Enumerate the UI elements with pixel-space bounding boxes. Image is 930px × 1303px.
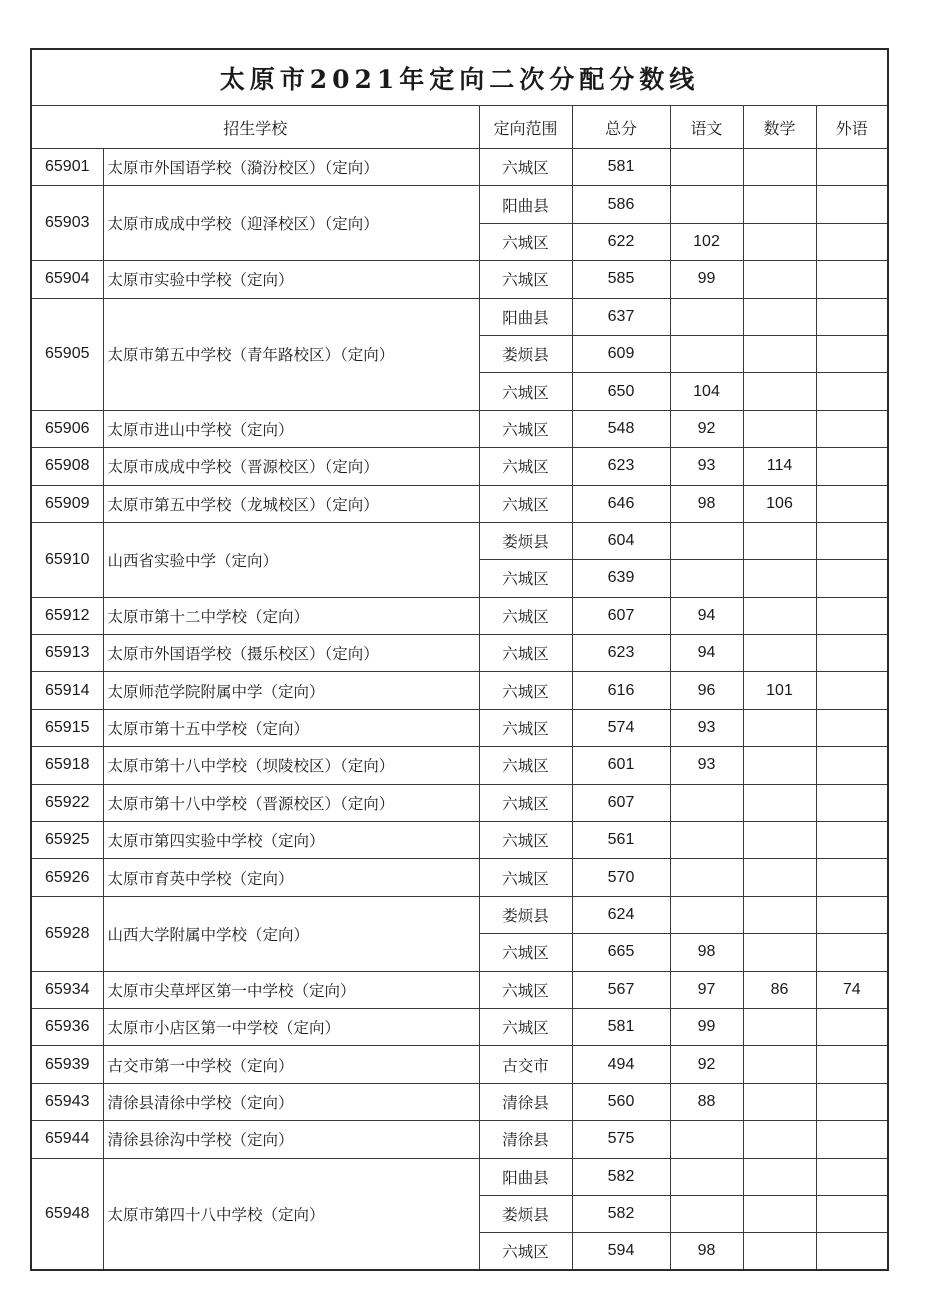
foreign-score-cell: [816, 1008, 888, 1045]
table-row: [31, 822, 888, 859]
table-row: [31, 896, 888, 933]
math-score-cell: [743, 298, 816, 335]
total-score-cell: 574: [572, 709, 670, 746]
total-score-cell: 623: [572, 635, 670, 672]
foreign-score-cell: [816, 1121, 888, 1158]
table-row: [31, 1083, 888, 1120]
range-cell: 娄烦县: [479, 896, 572, 933]
chinese-score-cell: 96: [670, 672, 743, 709]
foreign-score-cell: [816, 298, 888, 335]
chinese-score-cell: [670, 560, 743, 597]
range-cell: 六城区: [479, 822, 572, 859]
range-cell: 六城区: [479, 1008, 572, 1045]
school-name: 太原市进山中学校（定向）: [103, 410, 479, 447]
math-score-cell: [743, 896, 816, 933]
math-score-cell: [743, 859, 816, 896]
school-code: 65913: [31, 635, 103, 672]
total-score-cell: 604: [572, 522, 670, 559]
total-score-cell: 650: [572, 373, 670, 410]
table-row: [31, 635, 888, 672]
range-cell: 阳曲县: [479, 298, 572, 335]
foreign-score-cell: [816, 822, 888, 859]
foreign-score-cell: 74: [816, 971, 888, 1008]
header-foreign: 外语: [816, 106, 888, 149]
table-row: [31, 410, 888, 447]
header-school: 招生学校: [31, 106, 479, 149]
range-cell: 六城区: [479, 223, 572, 260]
total-score-cell: 624: [572, 896, 670, 933]
school-code: 65948: [31, 1158, 103, 1270]
school-name: 古交市第一中学校（定向）: [103, 1046, 479, 1083]
total-score-cell: 561: [572, 822, 670, 859]
school-name: 太原市第十二中学校（定向）: [103, 597, 479, 634]
table-row: [31, 1121, 888, 1158]
math-score-cell: [743, 560, 816, 597]
foreign-score-cell: [816, 635, 888, 672]
math-score-cell: [743, 1195, 816, 1232]
chinese-score-cell: 88: [670, 1083, 743, 1120]
math-score-cell: [743, 709, 816, 746]
table-row: [31, 672, 888, 709]
range-cell: 六城区: [479, 261, 572, 298]
foreign-score-cell: [816, 896, 888, 933]
foreign-score-cell: [816, 186, 888, 223]
school-code: 65905: [31, 298, 103, 410]
school-code: 65943: [31, 1083, 103, 1120]
chinese-score-cell: 98: [670, 934, 743, 971]
table-row: [31, 448, 888, 485]
chinese-score-cell: [670, 1158, 743, 1195]
math-score-cell: [743, 1158, 816, 1195]
total-score-cell: 586: [572, 186, 670, 223]
table-row: [31, 709, 888, 746]
foreign-score-cell: [816, 485, 888, 522]
foreign-score-cell: [816, 1046, 888, 1083]
chinese-score-cell: [670, 896, 743, 933]
foreign-score-cell: [816, 1083, 888, 1120]
math-score-cell: [743, 635, 816, 672]
school-code: 65912: [31, 597, 103, 634]
chinese-score-cell: 104: [670, 373, 743, 410]
school-name: 太原市第十五中学校（定向）: [103, 709, 479, 746]
chinese-score-cell: [670, 335, 743, 372]
range-cell: 六城区: [479, 149, 572, 186]
range-cell: 六城区: [479, 1233, 572, 1270]
total-score-cell: 560: [572, 1083, 670, 1120]
score-table: [30, 48, 889, 1271]
school-code: 65944: [31, 1121, 103, 1158]
foreign-score-cell: [816, 560, 888, 597]
school-name: 清徐县清徐中学校（定向）: [103, 1083, 479, 1120]
chinese-score-cell: [670, 1195, 743, 1232]
math-score-cell: 106: [743, 485, 816, 522]
chinese-score-cell: [670, 186, 743, 223]
total-score-cell: 585: [572, 261, 670, 298]
total-score-cell: 622: [572, 223, 670, 260]
foreign-score-cell: [816, 784, 888, 821]
math-score-cell: [743, 784, 816, 821]
school-code: 65908: [31, 448, 103, 485]
school-name: 太原市第十八中学校（坝陵校区）（定向）: [103, 747, 479, 784]
table-row: [31, 971, 888, 1008]
math-score-cell: 86: [743, 971, 816, 1008]
math-score-cell: [743, 373, 816, 410]
school-name: 太原市小店区第一中学校（定向）: [103, 1008, 479, 1045]
school-code: 65906: [31, 410, 103, 447]
school-code: 65925: [31, 822, 103, 859]
range-cell: 六城区: [479, 934, 572, 971]
table-row: [31, 784, 888, 821]
foreign-score-cell: [816, 448, 888, 485]
table-row: [31, 1158, 888, 1195]
school-code: 65918: [31, 747, 103, 784]
chinese-score-cell: [670, 522, 743, 559]
total-score-cell: 637: [572, 298, 670, 335]
school-name: 太原市成成中学校（晋源校区）（定向）: [103, 448, 479, 485]
school-name: 太原市外国语学校（漪汾校区）（定向）: [103, 149, 479, 186]
school-code: 65922: [31, 784, 103, 821]
chinese-score-cell: 94: [670, 635, 743, 672]
school-name: 山西省实验中学（定向）: [103, 522, 479, 597]
total-score-cell: 581: [572, 149, 670, 186]
foreign-score-cell: [816, 410, 888, 447]
total-score-cell: 582: [572, 1158, 670, 1195]
range-cell: 六城区: [479, 635, 572, 672]
range-cell: 六城区: [479, 373, 572, 410]
range-cell: 娄烦县: [479, 522, 572, 559]
total-score-cell: 567: [572, 971, 670, 1008]
school-name: 太原市第四十八中学校（定向）: [103, 1158, 479, 1270]
math-score-cell: [743, 1233, 816, 1270]
school-name: 清徐县徐沟中学校（定向）: [103, 1121, 479, 1158]
chinese-score-cell: 102: [670, 223, 743, 260]
math-score-cell: 114: [743, 448, 816, 485]
total-score-cell: 575: [572, 1121, 670, 1158]
math-score-cell: [743, 335, 816, 372]
range-cell: 娄烦县: [479, 1195, 572, 1232]
school-code: 65934: [31, 971, 103, 1008]
math-score-cell: [743, 410, 816, 447]
chinese-score-cell: 94: [670, 597, 743, 634]
header-row: [31, 106, 888, 149]
range-cell: 娄烦县: [479, 335, 572, 372]
chinese-score-cell: [670, 859, 743, 896]
school-name: 太原市第十八中学校（晋源校区）（定向）: [103, 784, 479, 821]
school-code: 65936: [31, 1008, 103, 1045]
table-row: [31, 261, 888, 298]
range-cell: 古交市: [479, 1046, 572, 1083]
school-name: 太原市第四实验中学校（定向）: [103, 822, 479, 859]
table-title: 太原市2021年定向二次分配分数线: [31, 49, 888, 106]
foreign-score-cell: [816, 522, 888, 559]
total-score-cell: 570: [572, 859, 670, 896]
math-score-cell: [743, 1121, 816, 1158]
total-score-cell: 601: [572, 747, 670, 784]
table-row: [31, 298, 888, 335]
foreign-score-cell: [816, 934, 888, 971]
total-score-cell: 639: [572, 560, 670, 597]
school-code: 65910: [31, 522, 103, 597]
total-score-cell: 581: [572, 1008, 670, 1045]
total-score-cell: 646: [572, 485, 670, 522]
foreign-score-cell: [816, 261, 888, 298]
foreign-score-cell: [816, 859, 888, 896]
math-score-cell: [743, 1083, 816, 1120]
chinese-score-cell: 98: [670, 485, 743, 522]
school-code: 65901: [31, 149, 103, 186]
school-name: 太原市第五中学校（青年路校区）（定向）: [103, 298, 479, 410]
math-score-cell: 101: [743, 672, 816, 709]
foreign-score-cell: [816, 597, 888, 634]
table-row: [31, 186, 888, 223]
school-code: 65909: [31, 485, 103, 522]
foreign-score-cell: [816, 709, 888, 746]
total-score-cell: 494: [572, 1046, 670, 1083]
range-cell: 六城区: [479, 560, 572, 597]
total-score-cell: 623: [572, 448, 670, 485]
total-score-cell: 548: [572, 410, 670, 447]
math-score-cell: [743, 522, 816, 559]
header-total: 总分: [572, 106, 670, 149]
chinese-score-cell: 93: [670, 448, 743, 485]
math-score-cell: [743, 1046, 816, 1083]
school-name: 太原市尖草坪区第一中学校（定向）: [103, 971, 479, 1008]
chinese-score-cell: 92: [670, 410, 743, 447]
table-row: [31, 485, 888, 522]
range-cell: 六城区: [479, 410, 572, 447]
school-code: 65914: [31, 672, 103, 709]
header-range: 定向范围: [479, 106, 572, 149]
range-cell: 六城区: [479, 709, 572, 746]
range-cell: 六城区: [479, 784, 572, 821]
foreign-score-cell: [816, 747, 888, 784]
table-row: [31, 747, 888, 784]
school-code: 65904: [31, 261, 103, 298]
foreign-score-cell: [816, 1195, 888, 1232]
foreign-score-cell: [816, 1233, 888, 1270]
table-row: [31, 1008, 888, 1045]
school-code: 65928: [31, 896, 103, 971]
math-score-cell: [743, 934, 816, 971]
total-score-cell: 607: [572, 597, 670, 634]
school-code: 65939: [31, 1046, 103, 1083]
math-score-cell: [743, 261, 816, 298]
school-name: 太原市实验中学校（定向）: [103, 261, 479, 298]
range-cell: 清徐县: [479, 1121, 572, 1158]
chinese-score-cell: 93: [670, 709, 743, 746]
school-code: 65903: [31, 186, 103, 261]
foreign-score-cell: [816, 672, 888, 709]
school-name: 太原市成成中学校（迎泽校区）（定向）: [103, 186, 479, 261]
chinese-score-cell: 92: [670, 1046, 743, 1083]
total-score-cell: 616: [572, 672, 670, 709]
total-score-cell: 665: [572, 934, 670, 971]
table-row: [31, 597, 888, 634]
foreign-score-cell: [816, 223, 888, 260]
table-row: [31, 522, 888, 559]
math-score-cell: [743, 822, 816, 859]
range-cell: 六城区: [479, 747, 572, 784]
range-cell: 清徐县: [479, 1083, 572, 1120]
chinese-score-cell: [670, 149, 743, 186]
math-score-cell: [743, 597, 816, 634]
range-cell: 六城区: [479, 485, 572, 522]
total-score-cell: 609: [572, 335, 670, 372]
foreign-score-cell: [816, 1158, 888, 1195]
chinese-score-cell: 99: [670, 1008, 743, 1045]
school-name: 太原市育英中学校（定向）: [103, 859, 479, 896]
total-score-cell: 582: [572, 1195, 670, 1232]
range-cell: 六城区: [479, 672, 572, 709]
chinese-score-cell: 99: [670, 261, 743, 298]
table-row: [31, 1046, 888, 1083]
header-math: 数学: [743, 106, 816, 149]
chinese-score-cell: 93: [670, 747, 743, 784]
math-score-cell: [743, 1008, 816, 1045]
chinese-score-cell: [670, 822, 743, 859]
math-score-cell: [743, 223, 816, 260]
school-name: 太原师范学院附属中学（定向）: [103, 672, 479, 709]
range-cell: 六城区: [479, 597, 572, 634]
chinese-score-cell: 97: [670, 971, 743, 1008]
chinese-score-cell: 98: [670, 1233, 743, 1270]
range-cell: 六城区: [479, 971, 572, 1008]
school-code: 65926: [31, 859, 103, 896]
chinese-score-cell: [670, 298, 743, 335]
table-body: [31, 149, 888, 1271]
header-chinese: 语文: [670, 106, 743, 149]
school-name: 太原市第五中学校（龙城校区）（定向）: [103, 485, 479, 522]
school-name: 太原市外国语学校（摄乐校区）（定向）: [103, 635, 479, 672]
total-score-cell: 607: [572, 784, 670, 821]
range-cell: 阳曲县: [479, 186, 572, 223]
foreign-score-cell: [816, 373, 888, 410]
math-score-cell: [743, 747, 816, 784]
foreign-score-cell: [816, 335, 888, 372]
table-row: [31, 149, 888, 186]
chinese-score-cell: [670, 784, 743, 821]
table-row: [31, 859, 888, 896]
chinese-score-cell: [670, 1121, 743, 1158]
range-cell: 六城区: [479, 448, 572, 485]
school-name: 山西大学附属中学校（定向）: [103, 896, 479, 971]
math-score-cell: [743, 186, 816, 223]
range-cell: 阳曲县: [479, 1158, 572, 1195]
total-score-cell: 594: [572, 1233, 670, 1270]
foreign-score-cell: [816, 149, 888, 186]
range-cell: 六城区: [479, 859, 572, 896]
school-code: 65915: [31, 709, 103, 746]
math-score-cell: [743, 149, 816, 186]
